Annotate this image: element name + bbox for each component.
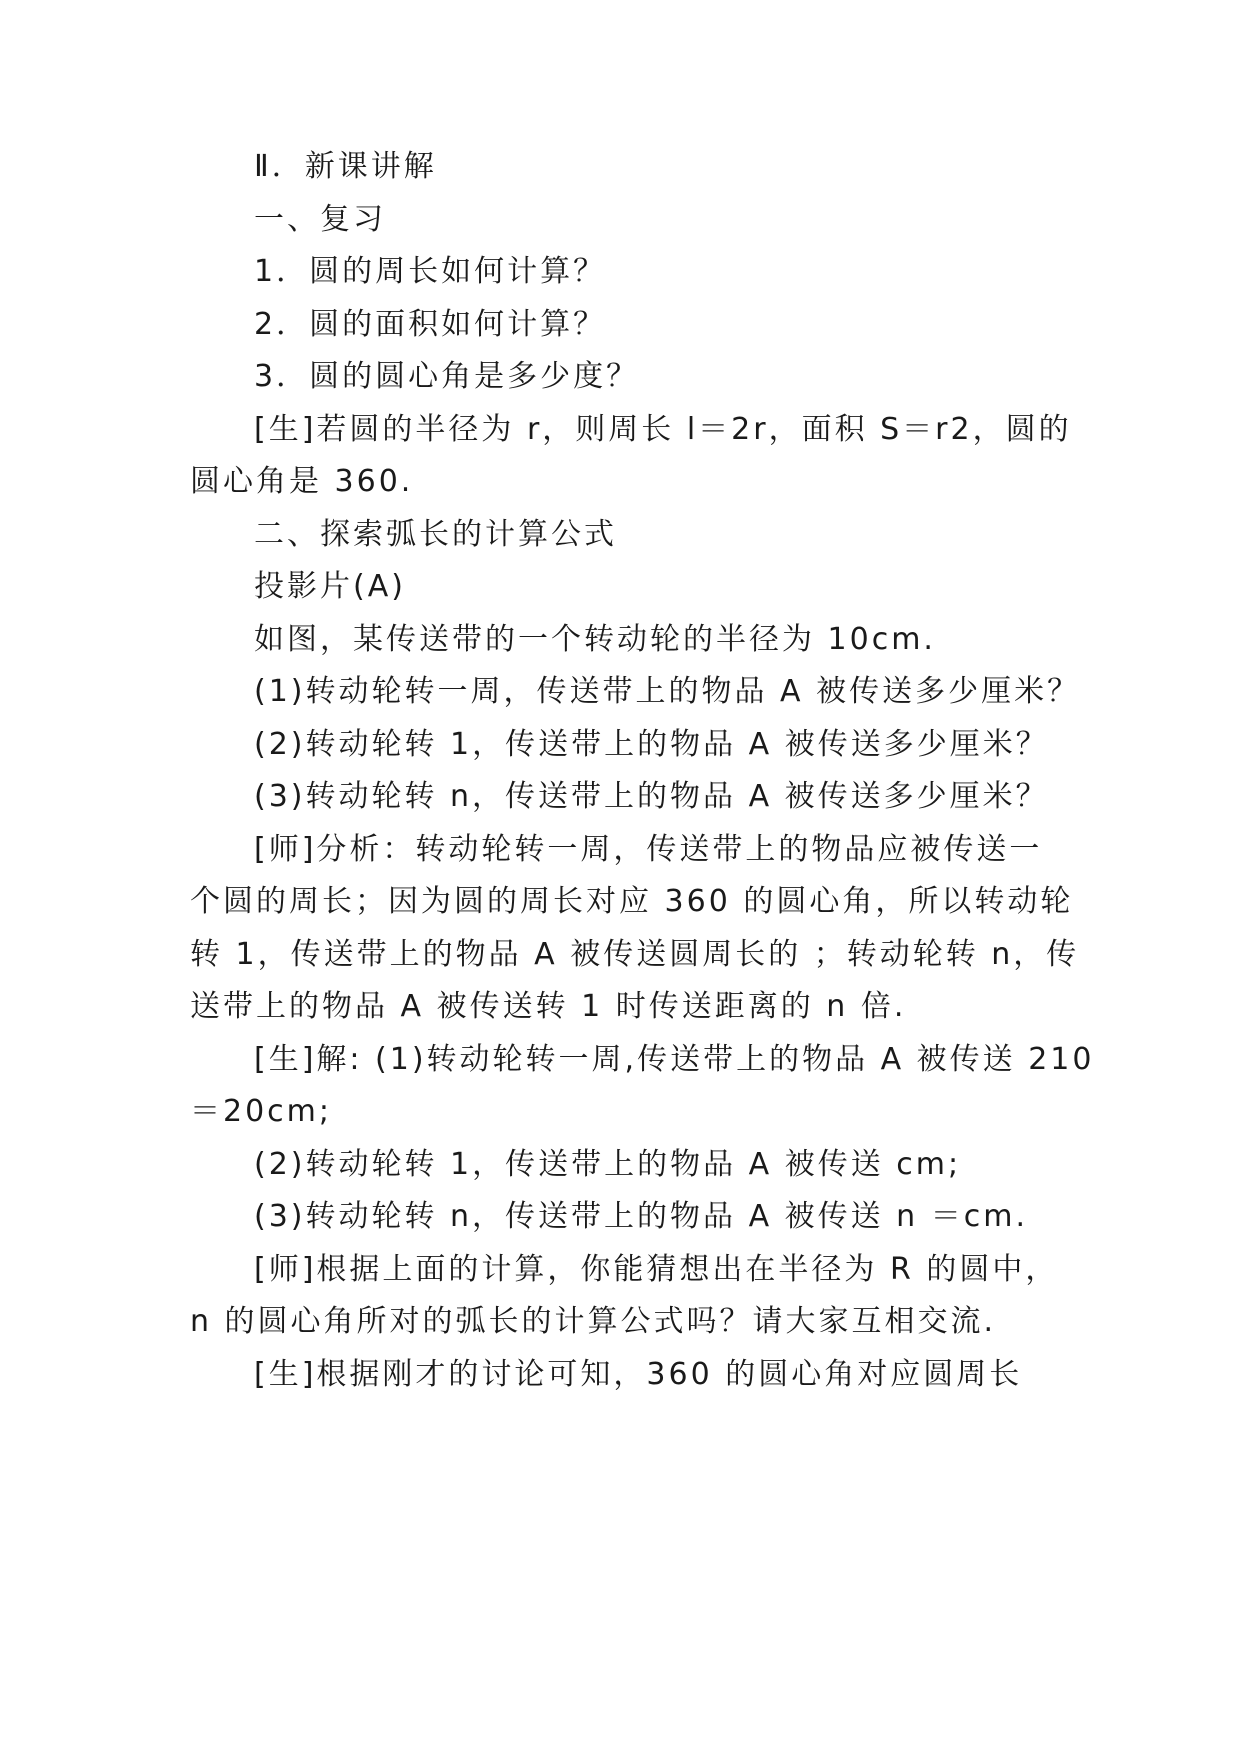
student-solution-line: [生]解: (1)转动轮转一周,传送带上的物品 A 被传送 210 [254, 1042, 1095, 1077]
teacher-question-line: [师]根据上面的计算，你能猜想出在半径为 R 的圆中， [254, 1252, 1059, 1287]
review-question-2: 2．圆的面积如何计算？ [254, 307, 607, 342]
teacher-analysis-line: 转 1，传送带上的物品 A 被传送圆周长的 ；转动轮转 n，传 [190, 937, 1080, 972]
student-answer-line: 圆心角是 360. [190, 464, 414, 499]
student-solution-line: (2)转动轮转 1，传送带上的物品 A 被传送 cm; [254, 1147, 962, 1182]
subsection-heading-review: 一、复习 [254, 202, 386, 237]
teacher-analysis-line: [师]分析：转动轮转一周，传送带上的物品应被传送一 [254, 832, 1043, 867]
student-solution-line: ＝20cm; [190, 1094, 332, 1129]
slide-label: 投影片(A) [254, 569, 406, 604]
problem-statement: 如图，某传送带的一个转动轮的半径为 10cm. [254, 622, 936, 657]
review-question-1: 1．圆的周长如何计算？ [254, 254, 607, 289]
student-answer-line: [生]若圆的半径为 r，则周长 l＝2r，面积 S＝r2，圆的 [254, 412, 1072, 447]
subsection-heading-arc-length: 二、探索弧长的计算公式 [254, 517, 617, 552]
teacher-analysis-line: 送带上的物品 A 被传送转 1 时传送距离的 n 倍. [190, 989, 907, 1024]
section-heading: Ⅱ．新课讲解 [254, 149, 437, 184]
problem-question-3: (3)转动轮转 n，传送带上的物品 A 被传送多少厘米？ [254, 779, 1049, 814]
teacher-question-line: n 的圆心角所对的弧长的计算公式吗？请大家互相交流. [190, 1304, 997, 1339]
teacher-analysis-line: 个圆的周长；因为圆的周长对应 360 的圆心角，所以转动轮 [190, 884, 1074, 919]
review-question-3: 3．圆的圆心角是多少度？ [254, 359, 640, 394]
student-solution-line: (3)转动轮转 n，传送带上的物品 A 被传送 n ＝cm. [254, 1199, 1028, 1234]
problem-question-1: (1)转动轮转一周，传送带上的物品 A 被传送多少厘米？ [254, 674, 1081, 709]
problem-question-2: (2)转动轮转 1，传送带上的物品 A 被传送多少厘米？ [254, 727, 1049, 762]
student-discussion-line: [生]根据刚才的讨论可知，360 的圆心角对应圆周长 [254, 1357, 1023, 1392]
